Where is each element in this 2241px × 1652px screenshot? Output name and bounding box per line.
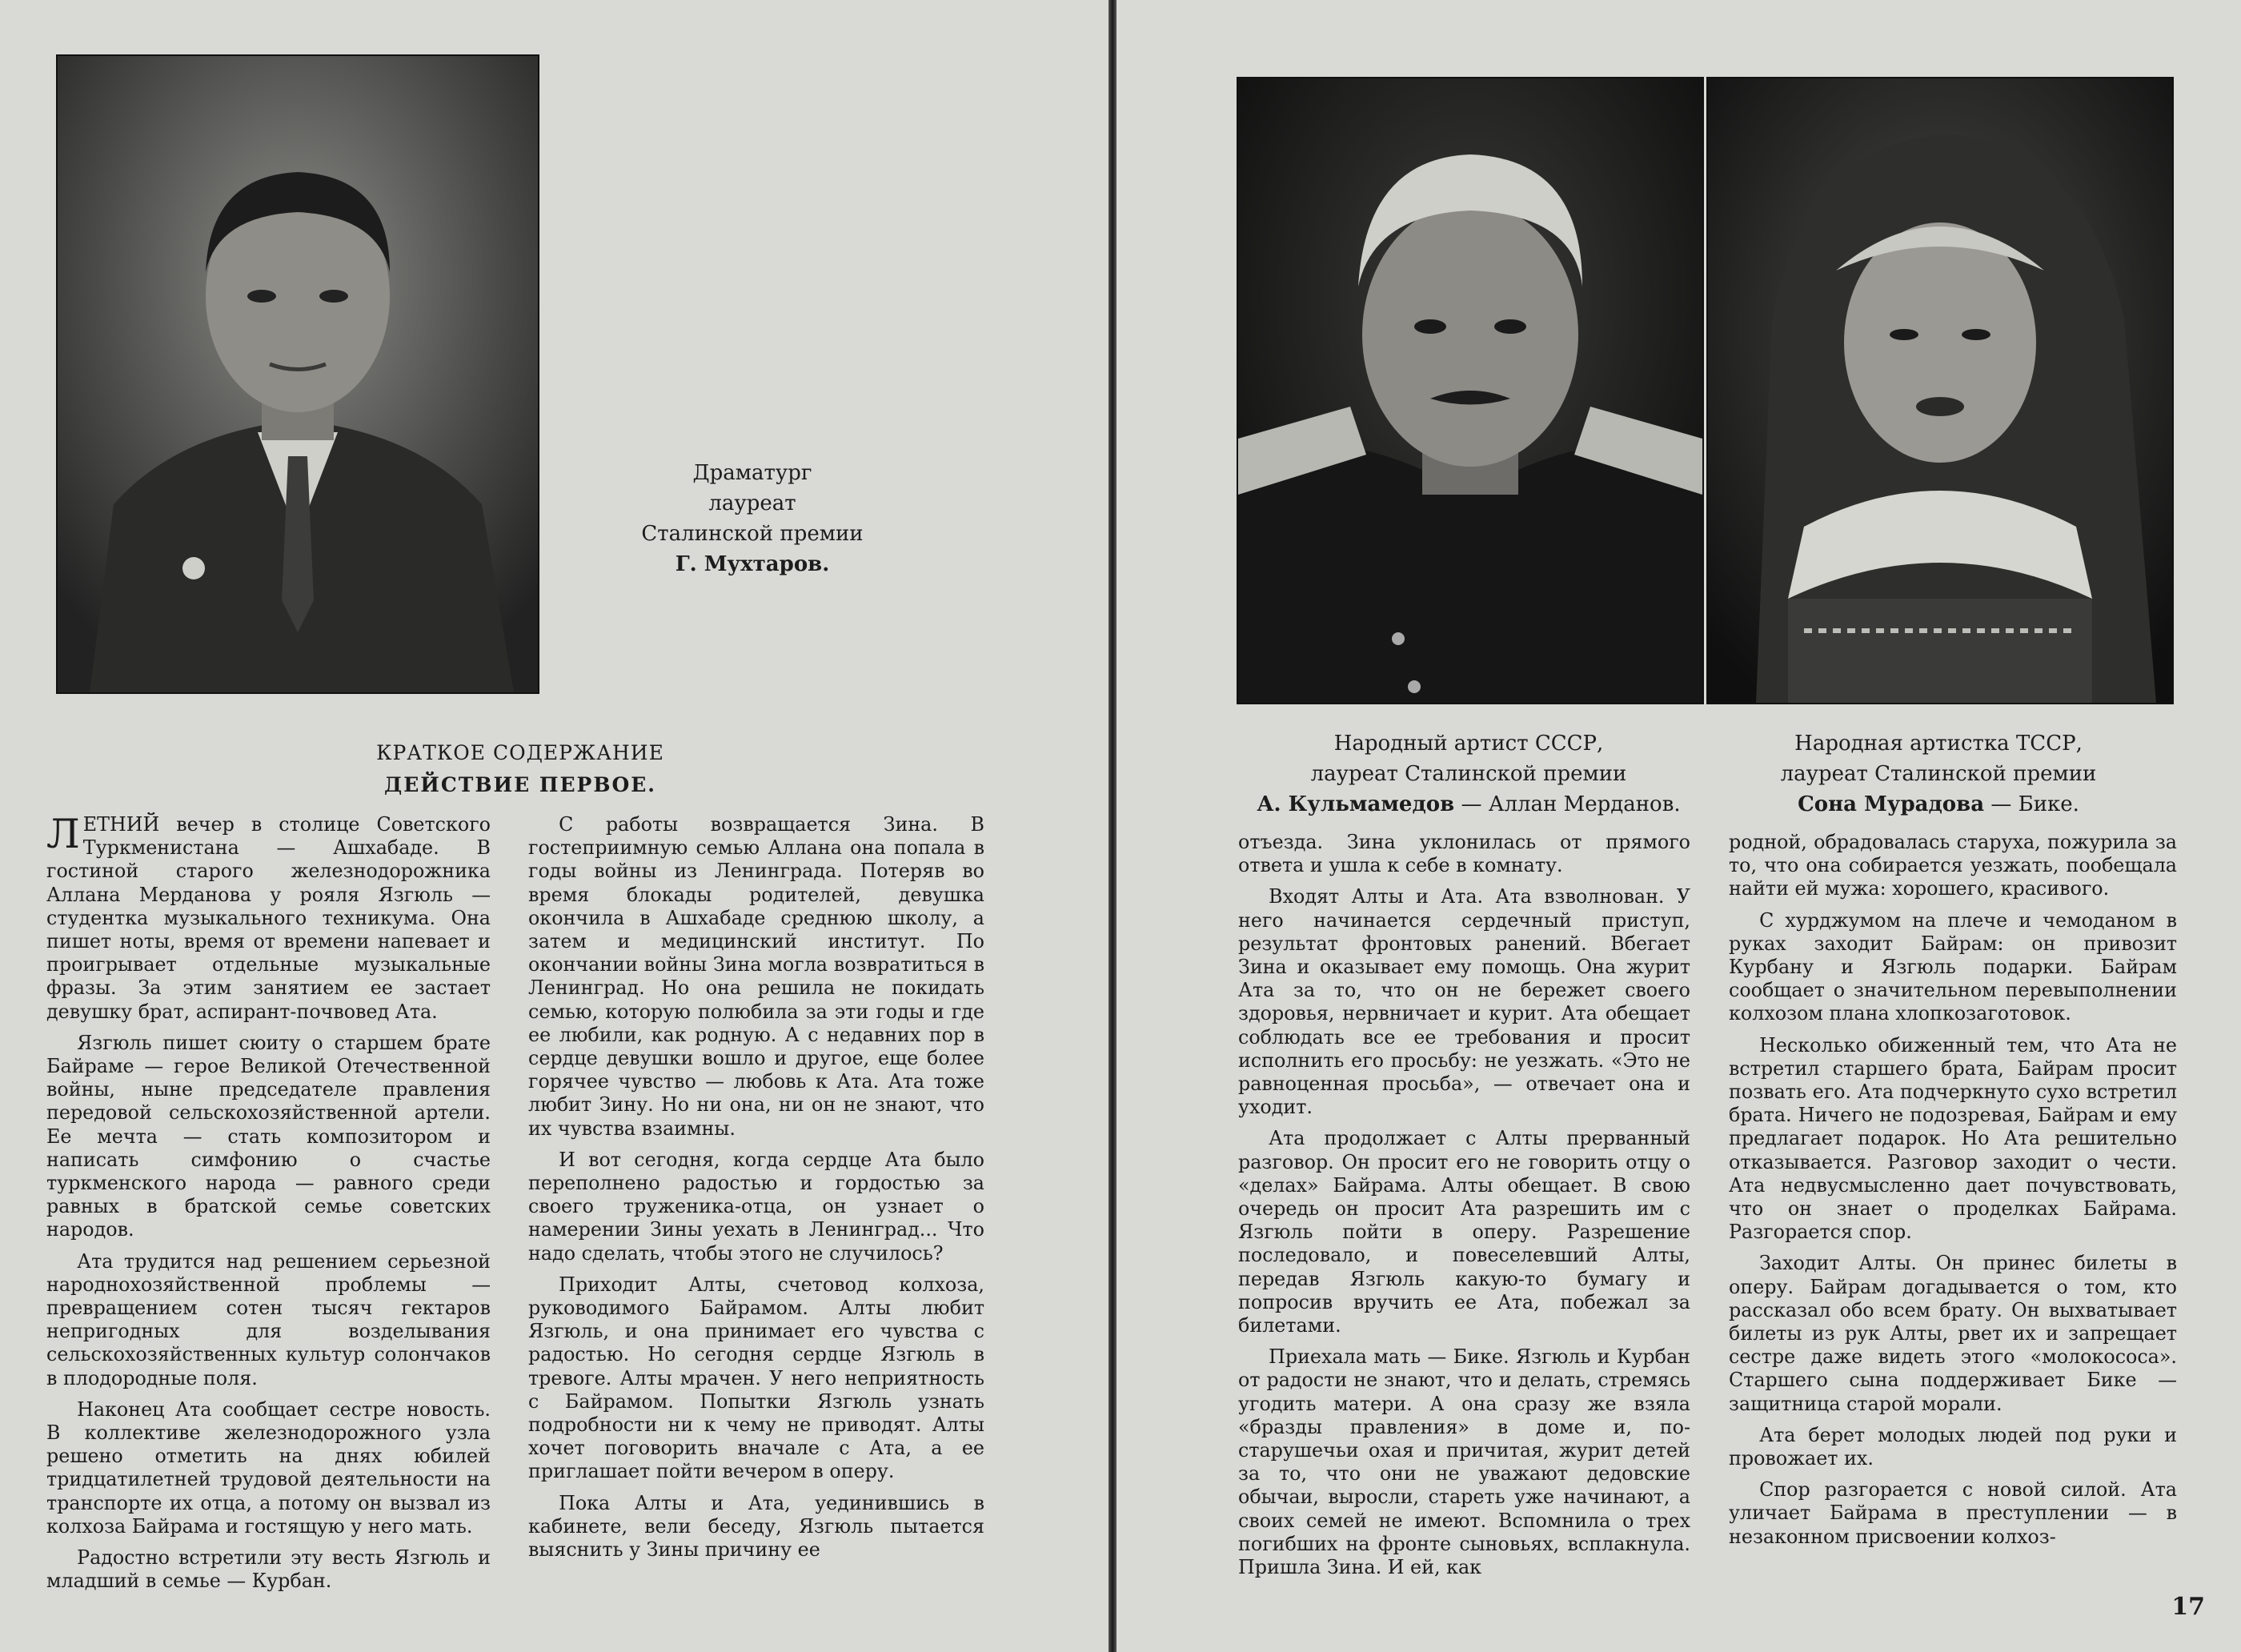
paragraph: Заходит Алты. Он принес билеты в оперу. Байрам догадывается о том, кто рассказал обо всем брату. Он выхватывает билеты из рук Алты, рвет их и запрещает сестре даже видеть этого «молокососа». Старшего сына поддерживает Бике — защитница старой морали.	[1729, 1252, 2177, 1415]
text-column-3	[1238, 831, 1690, 1579]
caption-award: лауреат Сталинской премии	[1310, 762, 1627, 786]
caption-name-role	[1237, 789, 1701, 820]
paragraph: ЛЕТНИЙ вечер в столице Советского Туркменистана — Ашхабаде. В гостиной старого железнодорожника Аллана Мерданова у рояля Язгюль — студентка музыкального техникума. Она пишет ноты, время от времени напевает и проигрывает отдельные музыкальные фразы. За этим занятием ее застает девушку брат, аспирант-почвовед Ата.	[46, 811, 491, 1023]
actress-portrait-photo	[1706, 77, 2174, 704]
paragraph: И вот сегодня, когда сердце Ата было переполнено радостью и гордостью за своего труженика-отца, он узнает о намерении Зины уехать в Ленинград... Что надо сделать, чтобы этого не случилось?	[528, 1148, 984, 1265]
left-page	[0, 0, 1108, 1652]
paragraph: родной, обрадовалась старуха, пожурила за то, что она собирается уезжать, пообещала найти ей мужа: хорошего, красивого.	[1729, 831, 2177, 900]
playwright-portrait-photo	[56, 54, 539, 694]
text-column-1	[46, 813, 491, 1594]
paragraph: Ата трудится над решением серьезной народнохозяйственной проблемы — превращением сотен тысяч гектаров непригодных для возделывания сельскохозяйственных культур солончаков в плодородные поля.	[46, 1249, 491, 1389]
paragraph: Ата продолжает с Алты прерванный разговор. Он просит его не говорить отцу о «делах» Байрама. Алты обещает. В свою очередь он просит Ата разрешить им с Язгюль пойти в оперу. Разрешение последовало, и повеселевший Алты, передав Язгюль какую-то бумагу и попросив вручить ее Ата, побежал за билетами.	[1238, 1127, 1690, 1337]
caption-role: — Аллан Мерданов.	[1454, 792, 1681, 816]
paragraph: С хурджумом на плече и чемоданом в руках заходит Байрам: он привозит Курбану и Язгюль подарки. Байрам сообщает о значительном перевыполнении колхозом плана хлопкозаготовок.	[1729, 908, 2177, 1025]
caption-title: лауреат	[708, 491, 796, 515]
caption-title: Народная артистка ТССР,	[1794, 732, 2083, 756]
paragraph: отъезда. Зина уклонилась от прямого ответа и ушла к себе в комнату.	[1238, 831, 1690, 877]
portrait-icon	[1238, 78, 1702, 703]
portrait-icon	[1708, 78, 2172, 703]
book-gutter	[1108, 0, 1116, 1652]
caption-profession: Драматург	[692, 461, 812, 485]
portrait-icon	[58, 56, 538, 692]
right-page	[1116, 0, 2241, 1652]
paragraph: Входят Алты и Ата. Ата взволнован. У него начинается сердечный приступ, результат фронтовых ранений. Вбегает Зина и оказывает ему помощь. Она журит Ата за то, что он не бережет своего здоровья, нервничает и курит. Ата обещает соблюдать все ее требования и просит исполнить его просьбу: не уезжать. «Это не равноценная просьба», — отвечает она и уходит.	[1238, 885, 1690, 1119]
paragraph: С работы возвращается Зина. В гостеприимную семью Аллана она попала в годы войны из Ленинграда. Потеряв во время блокады родителей, девушка окончила в Ашхабаде среднюю школу, а затем и медицинский институт. По окончании войны Зина могла возвратиться в Ленинград. Но она решила не покидать семью, которую полюбила за эти годы и где ее любили, как родную. А с недавних пор в сердце девушки вошло и другое, еще более горячее чувство — любовь к Ата. Ата тоже любит Зину. Но ни она, ни он не знают, что их чувства взаимны.	[528, 813, 984, 1140]
caption-role: — Бике.	[1984, 792, 2079, 816]
playwright-caption	[576, 458, 928, 579]
paragraph: Несколько обиженный тем, что Ата не встретил старшего брата, Байрам просит позвать его. Ата подчеркнуто сухо встретил брата. Ничего не подозревая, Байрам и ему предлагает подарок. Но Ата решительно отказывается. Разговор заходит о чести. Ата недвусмысленно дает почувствовать, что он знает о проделках Байрама. Разгорается спор.	[1729, 1033, 2177, 1244]
caption-name: А. Кульмамедов	[1257, 792, 1455, 816]
caption-award: лауреат Сталинской премии	[1780, 762, 2097, 786]
drop-cap: Л	[46, 811, 80, 857]
act-one-heading: ДЕЙСТВИЕ ПЕРВОЕ.	[383, 773, 657, 796]
page-number: 17	[2171, 1593, 2205, 1621]
paragraph: Приходит Алты, счетовод колхоза, руководимого Байрамом. Алты любит Язгюль, и она принимает его чувства с радостью. Но сегодня сердце Язгюль в тревоге. Алты мрачен. У него неприятность с Байрамом. Попытки Язгюль узнать подробности ни к чему не приводят. Алты хочет поговорить вначале с Ата, а ее приглашает пойти вечером в оперу.	[528, 1273, 984, 1483]
paragraph: Язгюль пишет сюиту о старшем брате Байраме — герое Великой Отечественной войны, ныне председателе правления передовой сельскохозяйственной артели. Ее мечта — стать композитором и написать симфонию о счастье туркменского народа — равного среди равных в братской семье советских народов.	[46, 1031, 491, 1241]
caption-name: Г. Мухтаров.	[675, 552, 830, 576]
paragraph: Ата берет молодых людей под руки и провожает их.	[1729, 1423, 2177, 1470]
text-column-2	[528, 813, 984, 1562]
actor-portrait-photo	[1237, 77, 1704, 704]
paragraph: Пока Алты и Ата, уединившись в кабинете, вели беседу, Язгюль пытается выяснить у Зины причину ее	[528, 1491, 984, 1562]
caption-name-role	[1706, 789, 2171, 820]
caption-name: Сона Мурадова	[1798, 792, 1985, 816]
caption-title: Народный артист СССР,	[1333, 732, 1604, 756]
paragraph: Радостно встретили эту весть Язгюль и младший в семье — Курбан.	[46, 1546, 491, 1593]
paragraph: Спор разгорается с новой силой. Ата уличает Байрама в преступлении — в незаконном присвоении колхоз-	[1729, 1478, 2177, 1548]
paragraph: Наконец Ата сообщает сестре новость. В коллективе железнодорожного узла решено отметить на днях юбилей тридцатилетней трудовой деятельности на транспорте их отца, а потому он вызвал из колхоза Байрама и гостящую у него мать.	[46, 1397, 491, 1538]
caption-award: Сталинской премии	[641, 522, 864, 546]
paragraph: Приехала мать — Бике. Язгюль и Курбан от радости не знают, что и делать, стремясь угодить матери. А она сразу же взяла «бразды правления» в доме и, по-старушечьи охая и причитая, журит детей за то, что они не уважают дедовские обычаи, выросли, стареть уже начинают, а своих семей не имеют. Вспомнила о трех погибших на фронте сыновьях, всплакнула. Пришла Зина. И ей, как	[1238, 1345, 1690, 1579]
actress-caption	[1706, 728, 2171, 820]
summary-heading: КРАТКОЕ СОДЕРЖАНИЕ	[376, 741, 664, 764]
text-column-4	[1729, 831, 2177, 1549]
actor-caption	[1237, 728, 1701, 820]
